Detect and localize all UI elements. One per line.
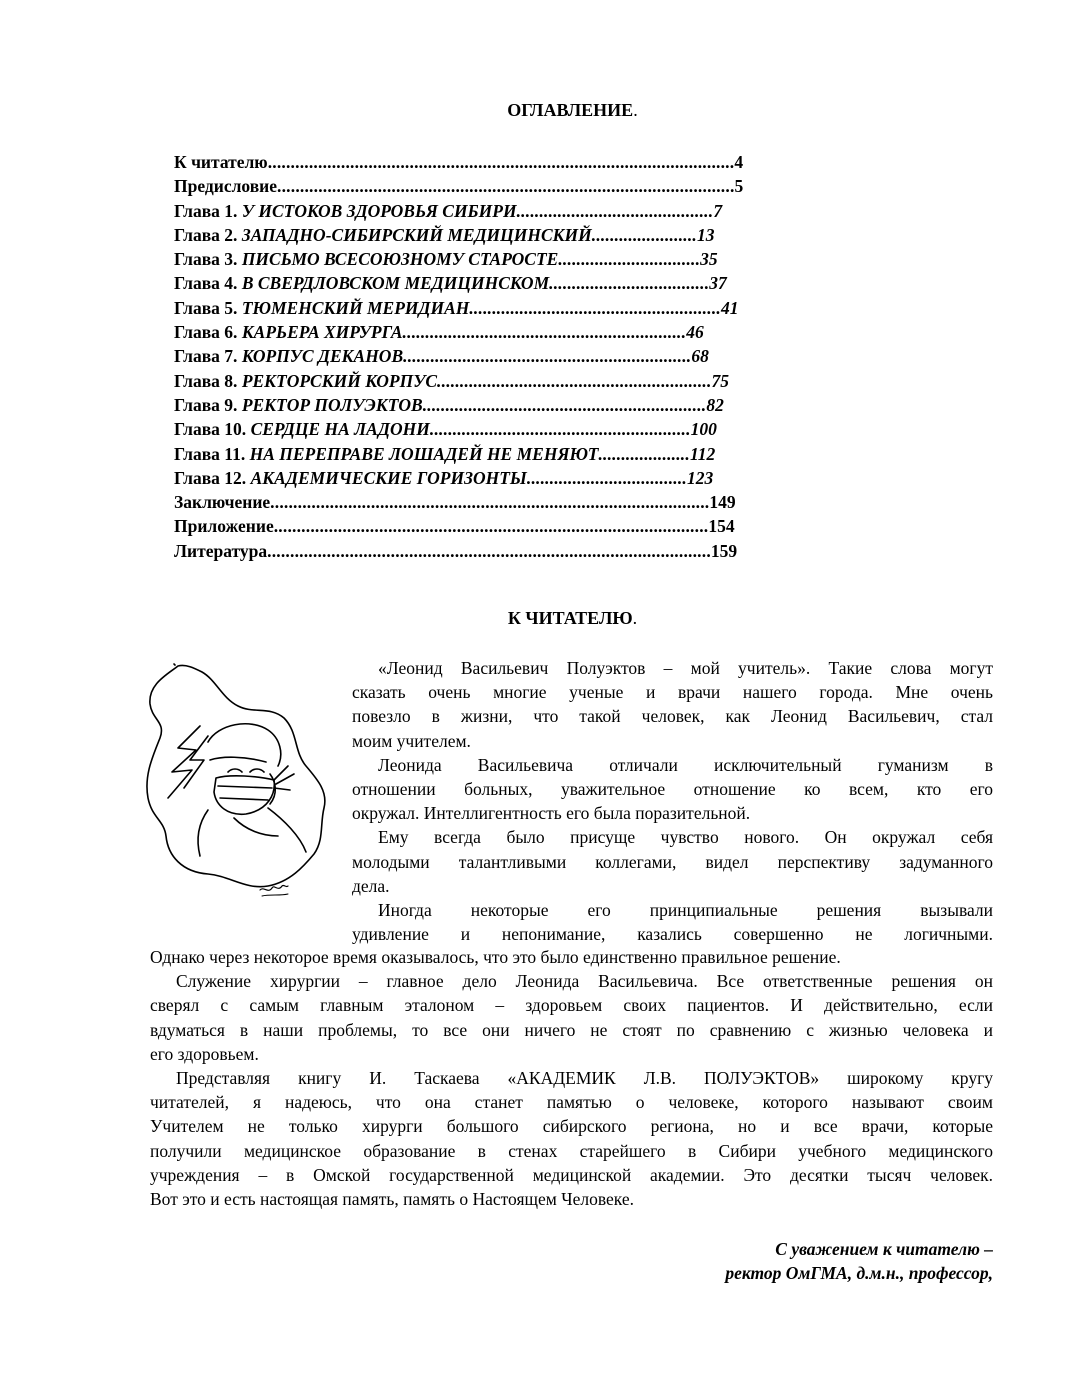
toc-entry-title: В СВЕРДЛОВСКОМ МЕДИЦИНСКОМ	[241, 273, 550, 294]
toc-page-number: 4	[734, 152, 744, 172]
toc-entry	[174, 539, 864, 563]
text-line: отношении больных, уважительное отношение ко всем, кто его	[352, 778, 993, 799]
toc-page-number: 154	[708, 516, 735, 537]
toc-page-number: 5	[734, 176, 744, 197]
toc-entry-label: Глава 9.	[174, 394, 242, 415]
toc-entry-title: РЕКТОРСКИЙ КОРПУС	[241, 370, 438, 391]
toc-leader: ....................................................................................................	[277, 176, 735, 197]
text-line: Учителем не только хирурги большого сибирского региона, но и все врачи, которые	[150, 1116, 993, 1137]
toc-leader: ..............................................................	[402, 322, 687, 343]
toc-entry	[174, 442, 864, 466]
signature-line: С уважением к читателю –	[775, 1239, 993, 1259]
text-line: Ему всегда было присуще чувство нового. Он окружал себя	[378, 827, 993, 848]
signature-line: ректор ОмГМА, д.м.н., профессор,	[725, 1263, 993, 1284]
toc-heading	[0, 100, 1071, 121]
toc-entry-title: ПИСЬМО ВСЕСОЮЗНОМУ СТАРОСТЕ	[241, 249, 559, 270]
toc-page-number: 82	[706, 394, 724, 415]
text-line: Леонида Васильевича отличали исключительный гуманизм в	[378, 754, 993, 775]
text-line: Иногда некоторые его принципиальные решения вызывали	[378, 899, 993, 920]
toc-page-number: 37	[709, 273, 727, 294]
toc-entry	[174, 150, 864, 174]
toc-page-number: 112	[689, 443, 716, 464]
toc-entry	[174, 417, 864, 441]
text-line: «Леонид Васильевич Полуэктов – мой учитель». Такие слова могут	[378, 658, 993, 678]
toc-leader: ......................................................................................................	[267, 152, 735, 172]
toc-entry-label: Глава 3.	[174, 249, 242, 270]
toc-entry	[174, 393, 864, 417]
toc-leader: ...........................................	[516, 200, 714, 221]
toc-entry	[174, 466, 864, 490]
toc-entry-title: НА ПЕРЕПРАВЕ ЛОШАДЕЙ НЕ МЕНЯЮТ	[249, 443, 599, 464]
toc-entry-label: Литература	[174, 540, 268, 561]
text-line: его здоровьем.	[150, 1043, 259, 1064]
toc-entry	[174, 296, 864, 320]
text-line: молодыми талантливыми коллегами, видел перспективу задуманного	[352, 851, 993, 872]
text-line: получили медицинское образование в стенах старейшего в Сибири учебного медицинского	[150, 1140, 993, 1161]
intro-paragraphs	[352, 656, 993, 946]
toc-heading-text: ОГЛАВЛЕНИЕ	[507, 100, 634, 120]
toc-heading-dot: .	[633, 100, 638, 120]
toc-leader: ...............................................................	[403, 346, 692, 367]
toc-entry-label: Глава 7.	[174, 346, 242, 367]
toc-entry-title: КОРПУС ДЕКАНОВ	[241, 346, 404, 367]
toc-entry-label: Глава 4.	[174, 273, 242, 294]
toc-page-number: 13	[697, 224, 715, 245]
toc-entry	[174, 174, 864, 198]
toc-page-number: 100	[690, 419, 717, 440]
toc-entry	[174, 223, 864, 247]
text-line: Служение хирургии – главное дело Леонида Васильевича. Все ответственные решения он	[176, 971, 993, 992]
surgeon-sketch-icon	[138, 660, 338, 910]
toc-leader: ...................................	[526, 467, 687, 488]
text-line: удивление и непонимание, казались совершенно не логичными.	[352, 924, 993, 945]
toc-leader: ...................................	[549, 273, 710, 294]
toc-leader: ....................	[598, 443, 690, 464]
text-line: Представляя книгу И. Таскаева «АКАДЕМИК Л.В. ПОЛУЭКТОВ» широкому кругу	[176, 1067, 993, 1088]
toc-entry-title: ТЮМЕНСКИЙ МЕРИДИАН	[241, 297, 470, 318]
toc-entry	[174, 247, 864, 271]
toc-page-number: 123	[687, 467, 714, 488]
toc-page-number: 46	[686, 322, 704, 343]
toc-entry-label: Глава 10.	[174, 419, 251, 440]
toc-entry-label: Глава 5.	[174, 297, 242, 318]
toc-entry-title: АКАДЕМИЧЕСКИЕ ГОРИЗОНТЫ	[250, 467, 527, 488]
table-of-contents	[174, 150, 864, 563]
text-line: моим учителем.	[352, 730, 471, 751]
toc-entry-title: КАРЬЕРА ХИРУРГА	[241, 322, 403, 343]
toc-entry-title: ЗАПАДНО-СИБИРСКИЙ МЕДИЦИНСКИЙ	[241, 224, 592, 245]
signature-block	[725, 1237, 993, 1286]
text-line: сказать очень многие ученые и врачи нашего города. Мне очень	[352, 682, 993, 703]
toc-leader: ..............................................................	[422, 394, 707, 415]
toc-entry	[174, 490, 864, 514]
toc-leader: ............................................................	[437, 370, 712, 391]
toc-entry	[174, 369, 864, 393]
toc-entry-label: Глава 1.	[174, 200, 242, 221]
toc-page-number: 7	[713, 200, 723, 221]
toc-leader: .........................................................	[429, 419, 691, 440]
section-heading-dot: .	[632, 608, 638, 628]
toc-entry-label: Глава 2.	[174, 224, 242, 245]
toc-leader: ................................................................................................	[270, 492, 710, 513]
text-line: учреждения – в Омской государственной медицинской академии. Это десятки тысяч человек.	[150, 1164, 993, 1185]
text-line: сверял с самым главным эталоном – здоровьем своих пациентов. И действительно, если	[150, 995, 993, 1016]
toc-entry-label: Заключение	[174, 492, 271, 513]
toc-entry	[174, 344, 864, 368]
toc-entry-title: РЕКТОР ПОЛУЭКТОВ	[241, 394, 423, 415]
text-line: окружал. Интеллигентность его была поразительной.	[352, 803, 751, 824]
main-paragraphs	[150, 945, 993, 1211]
toc-entry-label: Глава 6.	[174, 322, 242, 343]
toc-entry-label: Глава 11.	[174, 443, 250, 464]
toc-entry-label: Глава 8.	[174, 370, 242, 391]
toc-page-number: 35	[700, 249, 718, 270]
toc-entry	[174, 320, 864, 344]
section-heading-text: К ЧИТАТЕЛЮ	[507, 608, 633, 628]
text-line: повезло в жизни, что такой человек, как Леонид Васильевич, стал	[352, 706, 993, 727]
toc-entry	[174, 199, 864, 223]
toc-leader: ...............................................................................................	[273, 516, 709, 537]
toc-leader: .......................................................	[469, 297, 721, 318]
toc-page-number: 149	[709, 492, 736, 513]
text-line: читателей, я надеюсь, что она станет памятью о человеке, которого называют своим	[150, 1092, 993, 1113]
toc-entry-title: У ИСТОКОВ ЗДОРОВЬЯ СИБИРИ	[241, 200, 517, 221]
toc-entry-label: Приложение	[174, 516, 274, 537]
section-heading	[0, 608, 1071, 629]
toc-page-number: 159	[710, 540, 738, 561]
toc-page-number: 75	[711, 370, 730, 391]
toc-entry	[174, 271, 864, 295]
toc-leader: .......................	[591, 224, 697, 245]
toc-page-number: 41	[720, 297, 739, 318]
text-line: Однако через некоторое время оказывалось, что это было единственно правильное решение.	[150, 947, 841, 967]
toc-leader: .................................................................................................	[267, 540, 711, 561]
toc-entry-label: К читателю	[174, 152, 268, 172]
text-line: дела.	[352, 875, 390, 896]
toc-entry-label: Предисловие	[174, 176, 278, 197]
toc-entry	[174, 514, 864, 538]
text-line: Вот это и есть настоящая память, память о Настоящем Человеке.	[150, 1188, 634, 1209]
text-line: вдуматься в наши проблемы, то все они ничего не стоят по сравнению с жизнью человека и	[150, 1019, 993, 1040]
toc-entry-title: СЕРДЦЕ НА ЛАДОНИ	[250, 419, 430, 440]
toc-page-number: 68	[691, 346, 709, 367]
toc-entry-label: Глава 12.	[174, 467, 251, 488]
toc-leader: ...............................	[558, 249, 701, 270]
